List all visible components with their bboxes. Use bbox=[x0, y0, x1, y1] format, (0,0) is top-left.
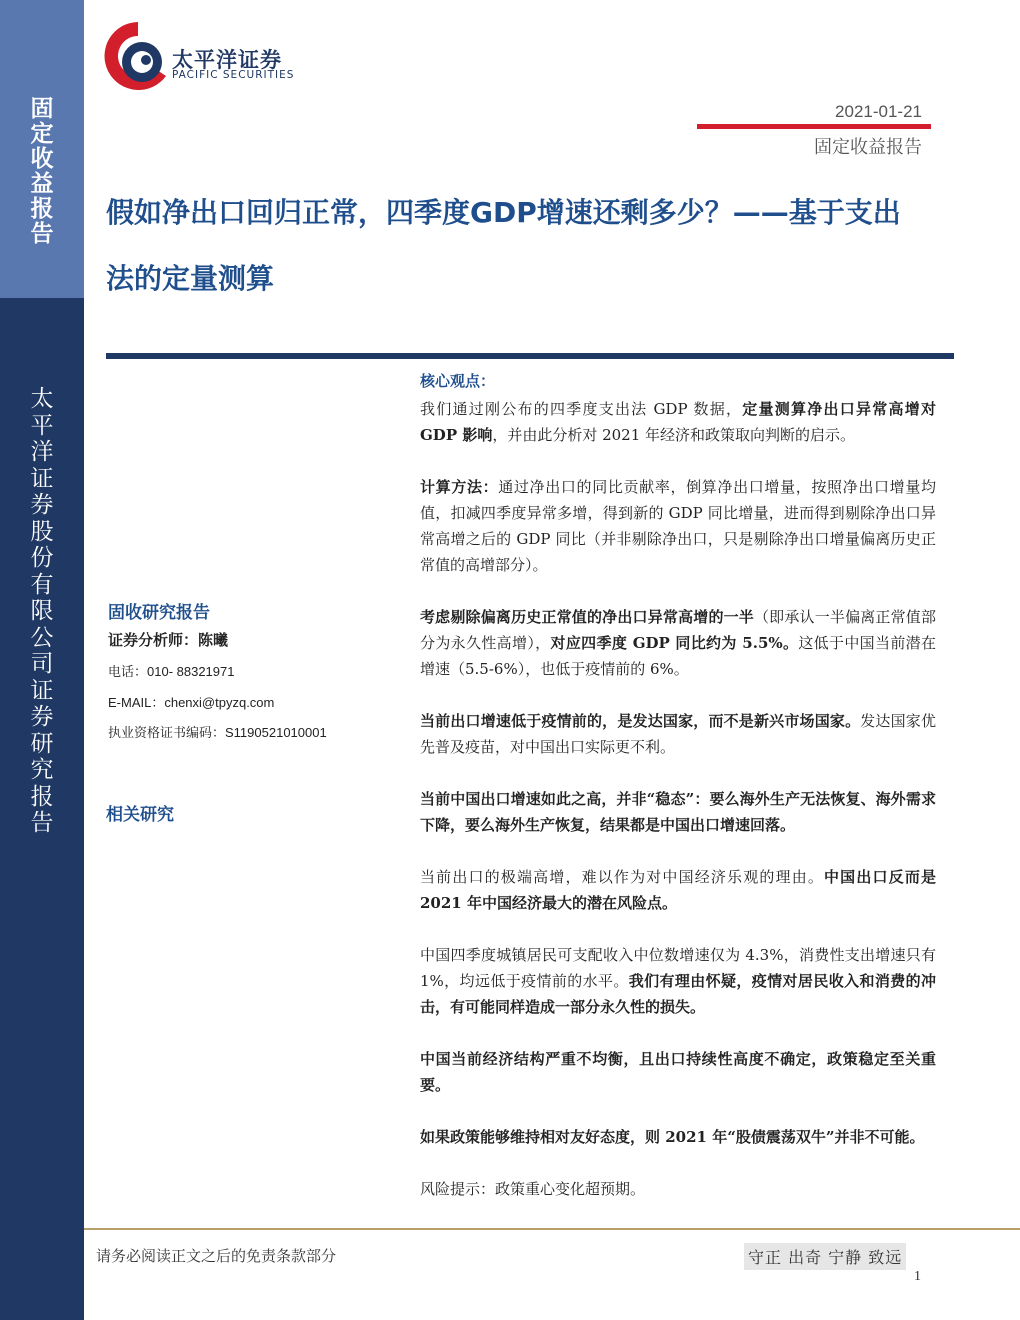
related-research-heading: 相关研究 bbox=[106, 805, 174, 825]
left-column bbox=[108, 598, 408, 623]
key-points-body bbox=[420, 368, 936, 1228]
footer-motto: 守正 出奇 宁静 致远 bbox=[744, 1243, 906, 1270]
footer-divider bbox=[84, 1228, 1020, 1230]
report-title: 假如净出口回归正常，四季度GDP增速还剩多少？——基于支出法的定量测算 bbox=[106, 196, 901, 295]
logo-name-en: PACIFIC SECURITIES bbox=[172, 69, 295, 81]
paragraph-method: 计算方法：通过净出口的同比贡献率，倒算净出口增量，按照净出口增量均值，扣减四季度异常多增，得到新的 GDP 同比增量，进而得到剔除净出口异常高增之后的 GDP 同比（并非剔除净出口，只是剔除净出口增量偏离历史正常值的高增部分）。 bbox=[420, 478, 936, 574]
page-number: 1 bbox=[914, 1269, 921, 1284]
paragraph-7: 中国四季度城镇居民可支配收入中位数增速仅为 4.3%，消费性支出增速只有 1%，均远低于疫情前的水平。我们有理由怀疑，疫情对居民收入和消费的冲击，有可能同样造成一部分永久性的损失。 bbox=[420, 946, 936, 1016]
header-red-rule bbox=[697, 124, 931, 129]
footer-disclaimer: 请务必阅读正文之后的免责条款部分 bbox=[96, 1247, 337, 1265]
sidebar-company-label: 太平洋证券股份有限公司证券研究报告 bbox=[30, 386, 54, 836]
paragraph-6: 当前出口的极端高增，难以作为对中国经济乐观的理由。中国出口反而是 2021 年中国经济最大的潜在风险点。 bbox=[420, 868, 936, 912]
key-points-heading: 核心观点： bbox=[420, 372, 496, 390]
section-heading-research: 固收研究报告 bbox=[108, 603, 210, 623]
title-divider bbox=[106, 353, 954, 359]
paragraph-8: 中国当前经济结构严重不均衡，且出口持续性高度不确定，政策稳定至关重要。 bbox=[420, 1050, 936, 1094]
paragraph-4: 当前出口增速低于疫情前的，是发达国家，而不是新兴市场国家。发达国家优先普及疫苗，对中国出口实际更不利。 bbox=[420, 712, 936, 756]
logo-name-cn: 太平洋证券 bbox=[172, 48, 282, 72]
analyst-phone: 电话：010- 88321971 bbox=[108, 664, 235, 679]
report-date: 2021-01-21 bbox=[835, 102, 922, 121]
paragraph-9: 如果政策能够维持相对友好态度，则 2021 年“股债震荡双牛”并非不可能。 bbox=[420, 1128, 925, 1146]
paragraph-3: 考虑剔除偏离历史正常值的净出口异常高增的一半（即承认一半偏离正常值部分为永久性高增），对应四季度 GDP 同比约为 5.5%。这低于中国当前潜在增速（5.5-6%），也低于疫情前的 6%。 bbox=[420, 608, 936, 678]
report-type: 固定收益报告 bbox=[814, 137, 922, 158]
analyst-name: 证券分析师：陈曦 bbox=[108, 631, 229, 649]
paragraph-5: 当前中国出口增速如此之高，并非“稳态”：要么海外生产无法恢复、海外需求下降，要么海外生产恢复，结果都是中国出口增速回落。 bbox=[420, 790, 936, 834]
sidebar-report-category: 固定收益报告 bbox=[30, 95, 54, 247]
risk-warning: 风险提示：政策重心变化超预期。 bbox=[420, 1180, 646, 1198]
analyst-license: 执业资格证书编码：S1190521010001 bbox=[108, 725, 327, 740]
paragraph-1: 我们通过刚公布的四季度支出法 GDP 数据，定量测算净出口异常高增对 GDP 影响，并由此分析对 2021 年经济和政策取向判断的启示。 bbox=[420, 400, 936, 444]
analyst-email[interactable]: E-MAIL：chenxi@tpyzq.com bbox=[108, 695, 275, 710]
